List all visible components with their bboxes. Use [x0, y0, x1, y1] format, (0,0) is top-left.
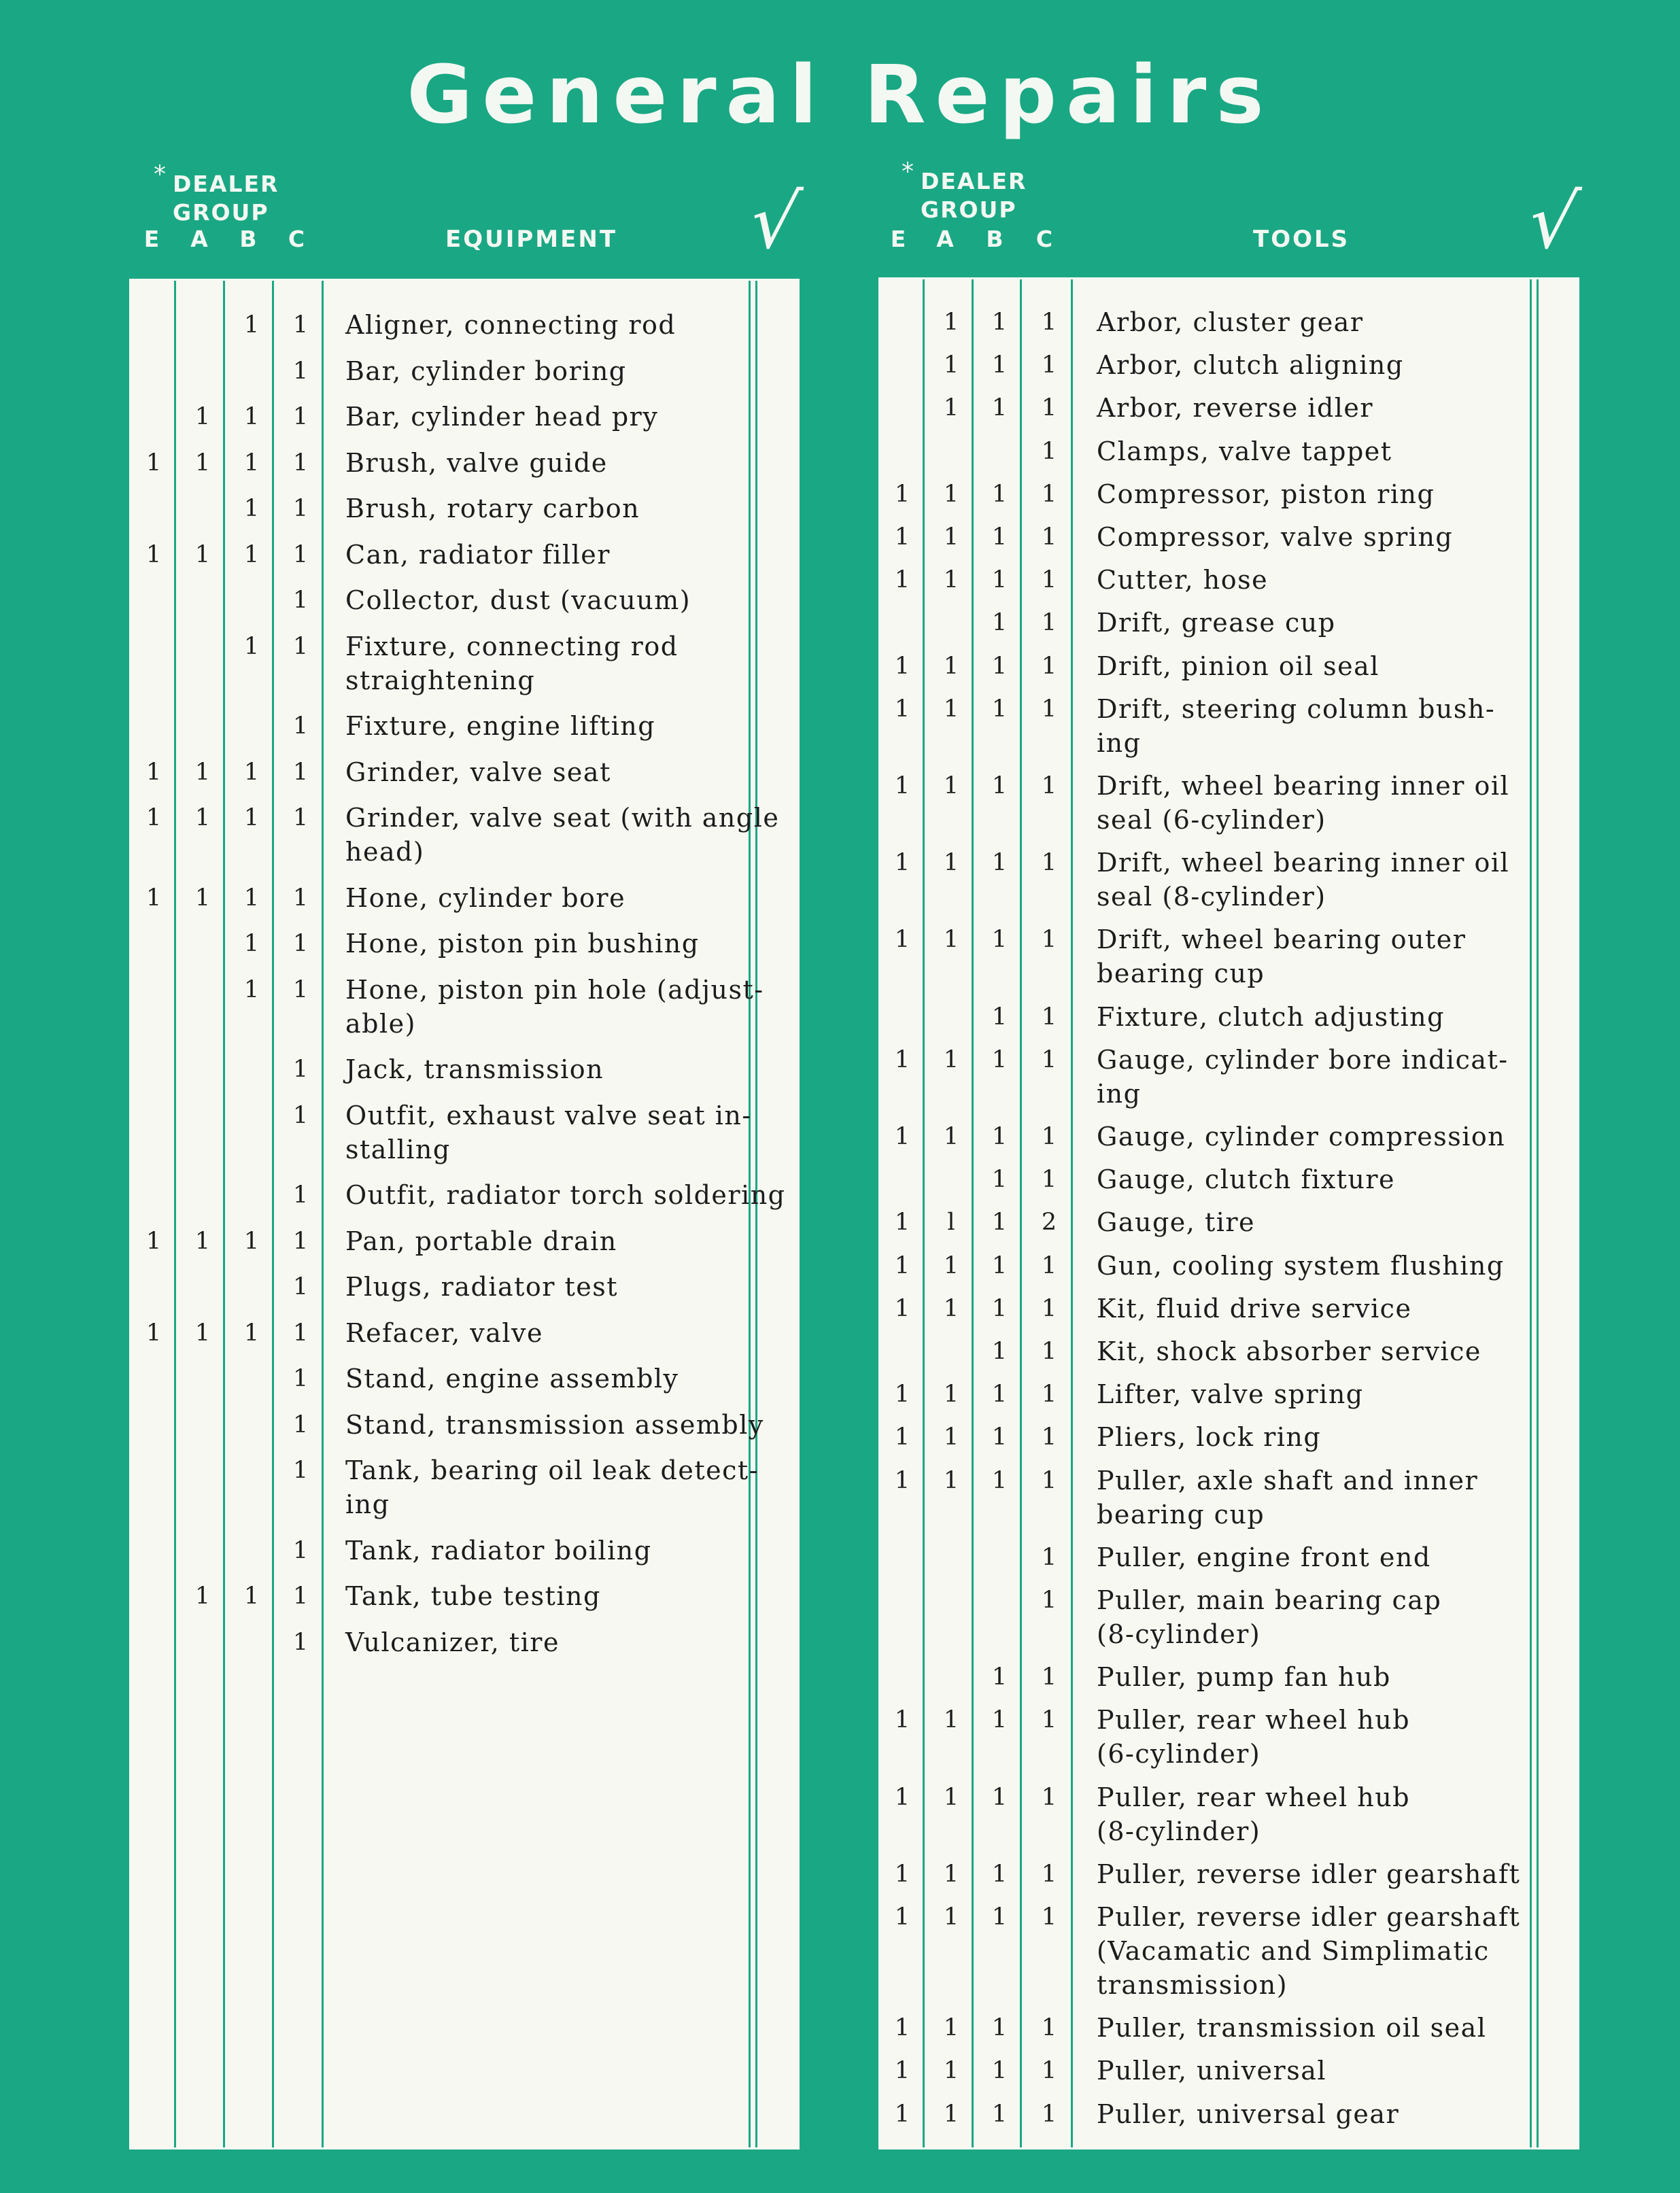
- dealer-count-e: 1: [894, 1423, 910, 1451]
- dealer-count-a: 1: [943, 2057, 959, 2085]
- dealer-count-b: 1: [991, 2057, 1008, 2085]
- tool-name: Arbor, reverse idler: [1097, 393, 1374, 424]
- tool-name: ing: [1097, 727, 1142, 758]
- dealer-count-a: 1: [194, 449, 211, 477]
- left-dealer-label: DEALER: [173, 171, 279, 197]
- dealer-count-a: 1: [943, 1903, 959, 1931]
- tool-name: Puller, transmission oil seal: [1097, 2013, 1487, 2043]
- dealer-count-c: 1: [292, 1457, 309, 1484]
- dealer-count-c: 1: [292, 1273, 309, 1300]
- dealer-count-a: 1: [943, 1466, 959, 1494]
- dealer-count-b: 1: [991, 609, 1008, 637]
- dealer-count-c: 1: [1041, 480, 1057, 508]
- dealer-count-b: 1: [991, 1251, 1008, 1279]
- dealer-count-c: 1: [292, 1536, 309, 1564]
- dealer-count-c: 1: [1041, 1903, 1057, 1931]
- dealer-count-e: 1: [894, 1903, 910, 1931]
- dealer-count-e: 1: [145, 884, 162, 912]
- dealer-count-b: 1: [991, 695, 1008, 723]
- dealer-count-c: 1: [1041, 1860, 1057, 1888]
- dealer-count-e: 1: [894, 566, 910, 594]
- right-dealer-asterisk: *: [902, 158, 915, 186]
- dealer-count-c: 1: [1041, 926, 1057, 954]
- dealer-count-c: 1: [1041, 1338, 1057, 1365]
- equipment-name: Refacer, valve: [345, 1317, 543, 1348]
- dealer-count-c: 1: [292, 1056, 309, 1083]
- tool-name: Gun, cooling system flushing: [1097, 1250, 1505, 1281]
- dealer-count-c: 1: [292, 884, 309, 912]
- dealer-count-e: 1: [894, 1046, 910, 1073]
- dealer-count-a: 1: [943, 351, 959, 379]
- dealer-count-b: 1: [991, 309, 1008, 336]
- equipment-name: Hone, cylinder bore: [345, 882, 626, 913]
- dealer-count-c: 1: [1041, 849, 1057, 877]
- dealer-count-a: 1: [943, 1294, 959, 1322]
- equipment-name: Grinder, valve seat: [345, 757, 611, 787]
- equipment-name: Stand, engine assembly: [345, 1364, 679, 1394]
- dealer-count-b: 1: [991, 1381, 1008, 1409]
- right-dealer-group-label: [902, 158, 1027, 224]
- equipment-name: Brush, valve guide: [345, 447, 608, 478]
- dealer-count-c: 1: [292, 712, 309, 740]
- dealer-count-c: 1: [1041, 652, 1057, 680]
- dealer-count-a: 1: [194, 403, 211, 430]
- dealer-count-c: 1: [1041, 1543, 1057, 1571]
- dealer-count-a: 1: [194, 804, 211, 831]
- dealer-count-e: 1: [145, 804, 162, 831]
- dealer-count-a: 1: [943, 2100, 959, 2128]
- equipment-name: Aligner, connecting rod: [345, 310, 676, 340]
- dealer-count-c: 1: [1041, 2100, 1057, 2128]
- equipment-name: straightening: [345, 665, 536, 695]
- equipment-table: [129, 279, 800, 2149]
- right-column-title: TOOLS: [1253, 226, 1350, 253]
- dealer-count-c: 1: [292, 632, 309, 660]
- tool-name: Puller, rear wheel hub: [1097, 1705, 1411, 1736]
- dealer-count-b: 1: [243, 758, 260, 786]
- dealer-count-a: 1: [943, 480, 959, 508]
- dealer-count-b: 1: [991, 1338, 1008, 1365]
- tool-name: Puller, reverse idler gearshaft: [1097, 1902, 1521, 1932]
- equipment-name: Fixture, engine lifting: [345, 711, 656, 741]
- dealer-count-b: 1: [991, 652, 1008, 680]
- page-title: General Repairs: [407, 48, 1273, 141]
- dealer-count-a: 1: [943, 849, 959, 877]
- tool-name: Arbor, clutch aligning: [1097, 350, 1404, 381]
- tool-name: (8-cylinder): [1097, 1816, 1261, 1846]
- equipment-name: Collector, dust (vacuum): [345, 585, 691, 615]
- dealer-count-c: 1: [292, 758, 309, 786]
- dealer-count-b: 1: [991, 394, 1008, 422]
- tools-table: [878, 277, 1579, 2149]
- dealer-count-a: 1: [943, 926, 959, 954]
- dealer-count-c: 1: [292, 804, 309, 831]
- left-letter-e: E: [143, 226, 160, 252]
- dealer-count-b: 1: [991, 1123, 1008, 1150]
- dealer-count-a: 1: [194, 758, 211, 786]
- equipment-name: Fixture, connecting rod: [345, 631, 679, 661]
- dealer-count-b: 1: [991, 566, 1008, 594]
- dealer-count-a: 1: [943, 1423, 959, 1451]
- dealer-count-e: 1: [894, 652, 910, 680]
- tool-name: bearing cup: [1097, 959, 1265, 989]
- dealer-count-b: 1: [243, 403, 260, 430]
- dealer-count-b: 1: [991, 1783, 1008, 1811]
- dealer-count-b: 1: [243, 975, 260, 1003]
- dealer-count-b: 1: [991, 2014, 1008, 2042]
- dealer-count-c: 1: [292, 540, 309, 568]
- dealer-count-c: 1: [1041, 695, 1057, 723]
- equipment-name: Can, radiator filler: [345, 539, 611, 570]
- tool-name: seal (6-cylinder): [1097, 805, 1326, 835]
- tool-name: transmission): [1097, 1970, 1288, 2000]
- dealer-count-c: 1: [292, 403, 309, 430]
- dealer-count-e: 1: [894, 926, 910, 954]
- dealer-count-b: 1: [991, 1706, 1008, 1734]
- dealer-count-b: 1: [243, 632, 260, 660]
- tool-name: Puller, engine front end: [1097, 1542, 1431, 1572]
- dealer-count-a: 1: [943, 1046, 959, 1073]
- dealer-count-c: 1: [292, 1227, 309, 1255]
- equipment-name: Grinder, valve seat (with angle: [345, 803, 780, 833]
- dealer-count-c: 2: [1041, 1209, 1057, 1237]
- left-check-mark: √: [745, 178, 806, 265]
- dealer-count-a: 1: [194, 1227, 211, 1255]
- tool-name: Drift, pinion oil seal: [1097, 651, 1379, 681]
- dealer-count-e: 1: [894, 1251, 910, 1279]
- dealer-count-e: 1: [894, 849, 910, 877]
- dealer-count-c: 1: [292, 1628, 309, 1656]
- dealer-count-c: 1: [292, 930, 309, 957]
- dealer-count-c: 1: [1041, 523, 1057, 551]
- dealer-count-a: 1: [943, 1123, 959, 1150]
- right-group-label: GROUP: [921, 196, 1017, 223]
- dealer-count-c: 1: [1041, 437, 1057, 465]
- equipment-name: Hone, piston pin bushing: [345, 929, 700, 959]
- dealer-count-a: 1: [943, 309, 959, 336]
- tool-name: Gauge, tire: [1097, 1207, 1256, 1238]
- left-dealer-asterisk: *: [154, 160, 167, 188]
- dealer-count-b: 1: [991, 1903, 1008, 1931]
- dealer-count-e: 1: [894, 1123, 910, 1150]
- dealer-count-c: 1: [1041, 1381, 1057, 1409]
- dealer-count-c: 1: [292, 975, 309, 1003]
- equipment-name: Pan, portable drain: [345, 1226, 617, 1256]
- tool-name: (8-cylinder): [1097, 1619, 1261, 1649]
- tool-name: Lifter, valve spring: [1097, 1379, 1364, 1410]
- right-dealer-label: DEALER: [921, 168, 1027, 194]
- dealer-count-c: 1: [1041, 2057, 1057, 2085]
- dealer-count-a: l: [947, 1209, 955, 1237]
- tool-name: Drift, wheel bearing outer: [1097, 925, 1467, 955]
- tool-name: bearing cup: [1097, 1499, 1265, 1530]
- tool-name: Drift, wheel bearing inner oil: [1097, 771, 1510, 801]
- dealer-count-b: 1: [991, 1860, 1008, 1888]
- dealer-count-c: 1: [292, 1319, 309, 1347]
- dealer-count-e: 1: [894, 1706, 910, 1734]
- right-letter-c: C: [1035, 226, 1053, 252]
- dealer-count-e: 1: [894, 1860, 910, 1888]
- dealer-count-c: 1: [292, 1181, 309, 1209]
- dealer-count-b: 1: [991, 523, 1008, 551]
- equipment-name: Vulcanizer, tire: [345, 1627, 560, 1657]
- dealer-count-b: 1: [991, 480, 1008, 508]
- dealer-count-a: 1: [943, 1860, 959, 1888]
- left-dealer-group-label: [154, 160, 279, 227]
- equipment-name: Jack, transmission: [345, 1054, 604, 1084]
- dealer-count-b: 1: [243, 1319, 260, 1347]
- tool-name: Puller, axle shaft and inner: [1097, 1465, 1479, 1496]
- equipment-name: Tank, radiator boiling: [345, 1535, 652, 1566]
- equipment-name: Bar, cylinder boring: [345, 356, 627, 386]
- equipment-name: ing: [345, 1489, 390, 1519]
- dealer-count-c: 1: [1041, 1046, 1057, 1073]
- dealer-count-b: 1: [991, 1423, 1008, 1451]
- dealer-count-a: 1: [194, 884, 211, 912]
- dealer-count-e: 1: [145, 449, 162, 477]
- dealer-count-c: 1: [1041, 1423, 1057, 1451]
- tool-name: Puller, universal gear: [1097, 2099, 1400, 2129]
- tool-name: Cutter, hose: [1097, 565, 1269, 595]
- dealer-count-e: 1: [894, 695, 910, 723]
- dealer-count-e: 1: [894, 2057, 910, 2085]
- dealer-count-b: 1: [991, 2100, 1008, 2128]
- left-letter-c: C: [288, 226, 305, 252]
- tool-name: Kit, shock absorber service: [1097, 1336, 1481, 1366]
- dealer-count-a: 1: [943, 1783, 959, 1811]
- dealer-count-e: 1: [894, 2100, 910, 2128]
- dealer-count-b: 1: [243, 540, 260, 568]
- left-letter-a: A: [190, 226, 208, 252]
- dealer-count-a: 1: [943, 566, 959, 594]
- equipment-name: Brush, rotary carbon: [345, 494, 640, 523]
- dealer-count-e: 1: [145, 1227, 162, 1255]
- dealer-count-a: 1: [943, 394, 959, 422]
- dealer-count-a: 1: [194, 1583, 211, 1610]
- left-letter-b: B: [239, 226, 257, 252]
- dealer-count-e: 1: [894, 1209, 910, 1237]
- dealer-count-e: 1: [894, 1381, 910, 1409]
- dealer-count-b: 1: [991, 1294, 1008, 1322]
- equipment-name: stalling: [345, 1134, 451, 1164]
- dealer-count-b: 1: [991, 351, 1008, 379]
- tool-name: Gauge, cylinder bore indicat-: [1097, 1044, 1509, 1075]
- dealer-count-c: 1: [1041, 1783, 1057, 1811]
- dealer-count-c: 1: [292, 1101, 309, 1129]
- equipment-name: Outfit, radiator torch soldering: [345, 1180, 786, 1210]
- equipment-name: Plugs, radiator test: [345, 1272, 619, 1302]
- dealer-count-e: 1: [894, 1466, 910, 1494]
- dealer-count-b: 1: [243, 930, 260, 957]
- dealer-count-c: 1: [292, 449, 309, 477]
- tool-name: Drift, grease cup: [1097, 608, 1336, 638]
- left-column-title: EQUIPMENT: [445, 226, 618, 253]
- tool-name: Puller, universal: [1097, 2056, 1327, 2086]
- tool-name: Puller, rear wheel hub: [1097, 1782, 1411, 1812]
- tool-name: (6-cylinder): [1097, 1739, 1261, 1769]
- dealer-count-c: 1: [1041, 1706, 1057, 1734]
- tool-name: Compressor, piston ring: [1097, 479, 1435, 509]
- dealer-count-a: 1: [943, 2014, 959, 2042]
- dealer-count-b: 1: [243, 804, 260, 831]
- dealer-count-b: 1: [243, 1583, 260, 1610]
- dealer-count-c: 1: [1041, 1003, 1057, 1031]
- dealer-count-b: 1: [243, 311, 260, 339]
- dealer-count-c: 1: [1041, 1663, 1057, 1691]
- dealer-count-c: 1: [292, 1411, 309, 1438]
- dealer-count-c: 1: [292, 357, 309, 385]
- dealer-count-c: 1: [1041, 2014, 1057, 2042]
- dealer-count-e: 1: [894, 772, 910, 799]
- dealer-count-a: 1: [943, 772, 959, 799]
- dealer-count-b: 1: [991, 1166, 1008, 1194]
- dealer-count-c: 1: [1041, 351, 1057, 379]
- equipment-name: head): [345, 837, 425, 867]
- dealer-count-c: 1: [292, 1583, 309, 1610]
- tool-name: Puller, pump fan hub: [1097, 1662, 1391, 1693]
- dealer-count-b: 1: [991, 849, 1008, 877]
- tool-name: Kit, fluid drive service: [1097, 1293, 1412, 1324]
- dealer-count-e: 1: [145, 758, 162, 786]
- tool-name: Gauge, cylinder compression: [1097, 1122, 1506, 1152]
- dealer-count-e: 1: [145, 540, 162, 568]
- dealer-count-c: 1: [1041, 772, 1057, 799]
- dealer-count-b: 1: [991, 1663, 1008, 1691]
- dealer-count-a: 1: [194, 540, 211, 568]
- dealer-count-a: 1: [943, 1381, 959, 1409]
- right-letter-e: E: [890, 226, 906, 252]
- tool-name: Compressor, valve spring: [1097, 522, 1454, 552]
- tool-name: (Vacamatic and Simplimatic: [1097, 1936, 1490, 1966]
- dealer-count-a: 1: [943, 1251, 959, 1279]
- tool-name: seal (8-cylinder): [1097, 882, 1326, 912]
- tool-name: Puller, reverse idler gearshaft: [1097, 1859, 1521, 1889]
- dealer-count-e: 1: [894, 2014, 910, 2042]
- dealer-count-c: 1: [1041, 566, 1057, 594]
- dealer-count-c: 1: [1041, 394, 1057, 422]
- equipment-name: able): [345, 1008, 416, 1039]
- dealer-count-c: 1: [1041, 1466, 1057, 1494]
- dealer-count-c: 1: [292, 587, 309, 614]
- dealer-count-c: 1: [1041, 609, 1057, 637]
- dealer-count-b: 1: [243, 449, 260, 477]
- dealer-count-c: 1: [1041, 1294, 1057, 1322]
- dealer-count-a: 1: [943, 695, 959, 723]
- equipment-name: Outfit, exhaust valve seat in-: [345, 1100, 752, 1130]
- dealer-count-b: 1: [991, 772, 1008, 799]
- dealer-count-c: 1: [1041, 1251, 1057, 1279]
- dealer-count-b: 1: [243, 884, 260, 912]
- right-letter-a: A: [936, 226, 954, 252]
- dealer-count-a: 1: [194, 1319, 211, 1347]
- dealer-count-a: 1: [943, 1706, 959, 1734]
- dealer-count-e: 1: [894, 523, 910, 551]
- tool-name: Pliers, lock ring: [1097, 1422, 1322, 1453]
- dealer-count-a: 1: [943, 652, 959, 680]
- tool-name: Drift, wheel bearing inner oil: [1097, 848, 1510, 878]
- dealer-count-b: 1: [991, 1003, 1008, 1031]
- tool-name: Arbor, cluster gear: [1097, 307, 1364, 337]
- equipment-name: Tank, tube testing: [345, 1581, 601, 1611]
- tool-name: Clamps, valve tappet: [1097, 436, 1392, 466]
- dealer-count-b: 1: [991, 926, 1008, 954]
- dealer-count-e: 1: [145, 1319, 162, 1347]
- dealer-count-c: 1: [292, 1365, 309, 1392]
- dealer-count-b: 1: [243, 1227, 260, 1255]
- dealer-count-c: 1: [292, 311, 309, 339]
- equipment-name: Stand, transmission assembly: [345, 1409, 764, 1440]
- dealer-count-e: 1: [894, 1783, 910, 1811]
- right-check-mark: √: [1524, 178, 1584, 265]
- dealer-count-c: 1: [1041, 1587, 1057, 1614]
- dealer-count-b: 1: [991, 1046, 1008, 1073]
- dealer-count-c: 1: [292, 495, 309, 522]
- tool-name: Puller, main bearing cap: [1097, 1585, 1442, 1615]
- equipment-name: Hone, piston pin hole (adjust-: [345, 974, 764, 1005]
- equipment-name: Bar, cylinder head pry: [345, 402, 659, 432]
- tool-name: Fixture, clutch adjusting: [1097, 1001, 1445, 1032]
- tool-name: ing: [1097, 1078, 1142, 1109]
- right-letter-b: B: [986, 226, 1004, 252]
- dealer-count-c: 1: [1041, 309, 1057, 336]
- dealer-count-c: 1: [1041, 1166, 1057, 1194]
- left-group-label: GROUP: [173, 199, 269, 226]
- dealer-count-e: 1: [894, 1294, 910, 1322]
- dealer-count-e: 1: [894, 480, 910, 508]
- dealer-count-b: 1: [991, 1466, 1008, 1494]
- equipment-name: Tank, bearing oil leak detect-: [345, 1455, 759, 1485]
- tool-name: Gauge, clutch fixture: [1097, 1164, 1396, 1195]
- dealer-count-b: 1: [243, 495, 260, 522]
- dealer-count-b: 1: [991, 1209, 1008, 1237]
- dealer-count-a: 1: [943, 523, 959, 551]
- tool-name: Drift, steering column bush-: [1097, 693, 1496, 724]
- dealer-count-c: 1: [1041, 1123, 1057, 1150]
